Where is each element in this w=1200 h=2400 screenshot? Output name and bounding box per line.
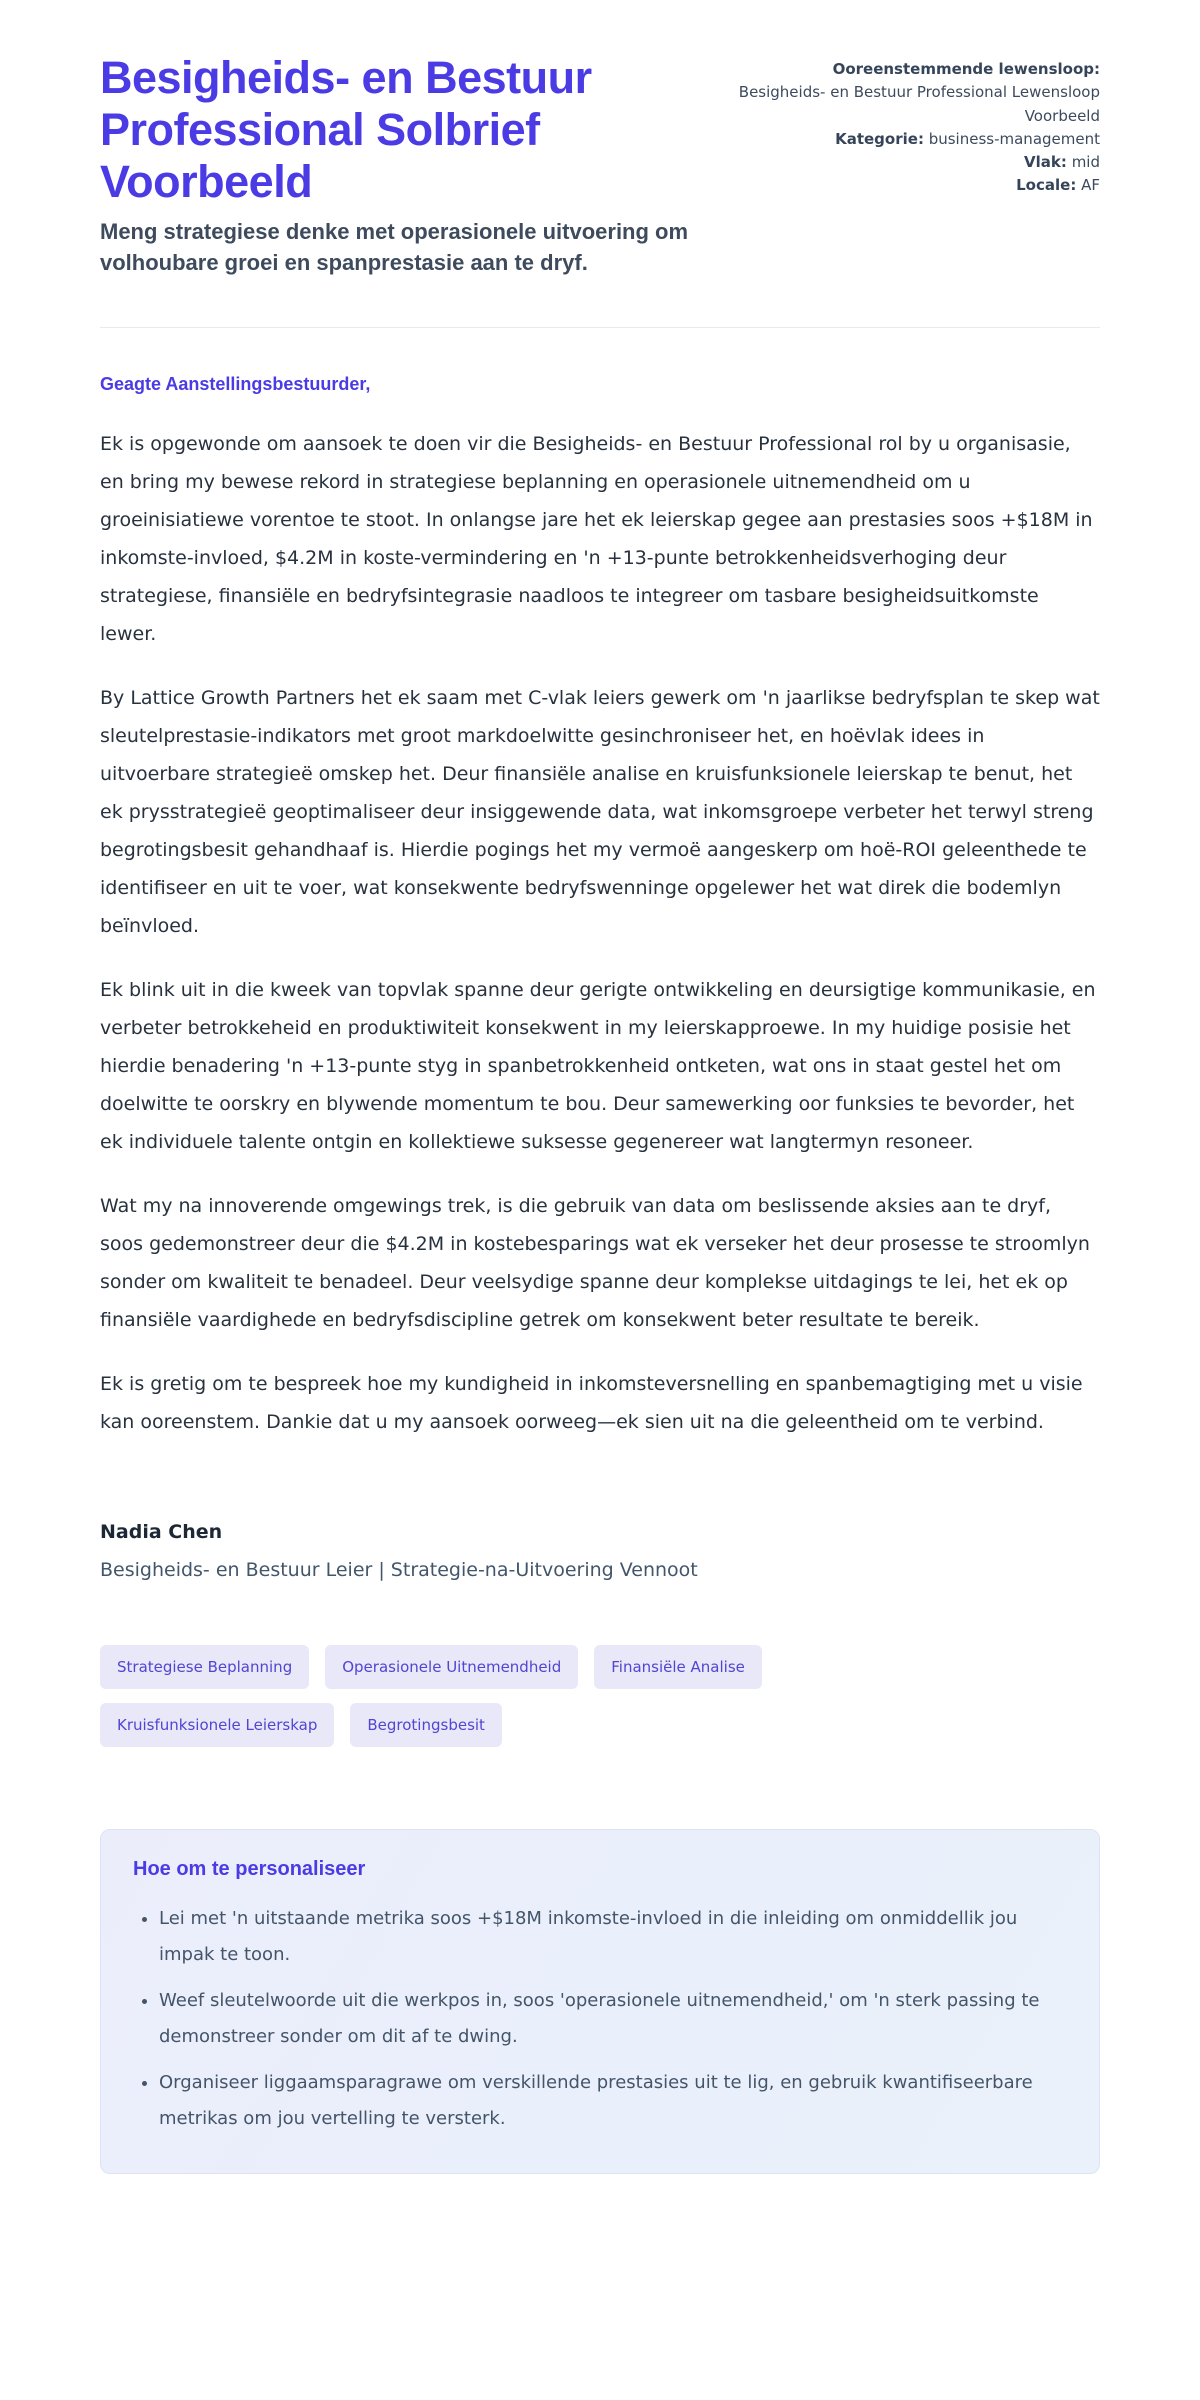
meta-matching-resume-label: Ooreenstemmende lewensloop: <box>832 60 1100 78</box>
page-title: Besigheids- en Bestuur Professional Solbrief Voorbeeld <box>100 52 592 207</box>
meta-locale-value: AF <box>1081 176 1100 195</box>
meta-category <box>688 128 1100 151</box>
meta-level-label: Vlak: <box>1024 153 1067 171</box>
meta-matching-resume <box>688 58 1100 128</box>
tip-item: • Weef sleutelwoorde uit die werkpos in, soos 'operasionele uitnemendheid,' om 'n sterk passing te demonstreer sonder om dit af te dwing. <box>159 1983 1067 2055</box>
skill-tag: Begrotingsbesit <box>350 1703 502 1747</box>
meta-matching-resume-value: Besigheids- en Bestuur Professional Lewensloop Voorbeeld <box>738 83 1100 125</box>
meta-locale <box>688 174 1100 197</box>
page <box>100 0 1100 2244</box>
letter-body <box>100 425 1100 1441</box>
meta-category-label: Kategorie: <box>835 129 924 148</box>
letter-paragraph: Ek is gretig om te bespreek hoe my kundigheid in inkomsteversnelling en spanbemagtiging met u visie kan ooreenstem. Dankie dat u my aansoek oorweeg—ek sien uit na die geleentheid om te verbind. <box>100 1372 1083 1433</box>
signature-name: Nadia Chen <box>100 1520 223 1543</box>
meta-category-value: business-management <box>928 129 1100 148</box>
tip-item: • Organiseer liggaamsparagrawe om verskillende prestasies uit te lig, en gebruik kwantifiseerbare metrikas om jou vertelling te versterk. <box>159 2065 1067 2137</box>
signature-role: Besigheids- en Bestuur Leier | Strategie-na-Uitvoering Vennoot <box>100 1558 698 1581</box>
skill-tag: Operasionele Uitnemendheid <box>325 1645 578 1689</box>
meta-level <box>688 151 1100 174</box>
letter-paragraph: Ek is opgewonde om aansoek te doen vir die Besigheids- en Bestuur Professional rol by u organisasie, en bring my bewese rekord in strategiese beplanning en operasionele uitnemendheid om u groeinisiatiewe vorentoe te stoot. In onlangse jare het ek leierskap gegee aan prestasies soos +$18M in inkomste-invloed, $4.2M in koste-vermindering en 'n +13-punte betrokkenheidsverhoging deur strategiese, finansiële en bedryfsintegrasie naadloos te integreer om tasbare besigheidsuitkomste lewer. <box>100 432 1093 645</box>
resume-meta <box>688 52 1100 198</box>
letter-greeting: Geagte Aanstellingsbestuurder, <box>100 373 371 394</box>
header <box>100 52 1100 279</box>
tips-title: Hoe om te personaliseer <box>133 1857 366 1880</box>
letter-paragraph: Ek blink uit in die kweek van topvlak spanne deur gerigte ontwikkeling en deursigtige kommunikasie, en verbeter betrokkeheid en produktiwiteit konsekwent in my leierskapproewe. In my huidige posisie het hierdie benadering 'n +13-punte styg in spanbetrokkenheid ontketen, wat ons in staat gestel het om doelwitte te oorskry en blywende momentum te bou. Deur samewerking oor funksies te bevorder, het ek individuele talente ontgin en kollektiewe suksesse gegenereer wat langtermyn resoneer. <box>100 978 1096 1153</box>
header-divider <box>100 327 1100 328</box>
meta-level-value: mid <box>1071 153 1100 171</box>
signature-block <box>100 1521 1100 1581</box>
letter-paragraph: By Lattice Growth Partners het ek saam met C-vlak leiers gewerk om 'n jaarlikse bedryfsplan te skep wat sleutelprestasie-indikators met groot markdoelwitte gesinchroniseer het, en hoëvlak idees in uitvoerbare strategieë omskep het. Deur finansiële analise en kruisfunksionele leierskap te benut, het ek prysstrategieë geoptimaliseer deur insiggewende data, wat inkomsgroepe verbeter het terwyl streng begrotingsbesit gehandhaaf is. Hierdie pogings het my vermoë aangeskerp om hoë-ROI geleenthede te identifiseer en uit te voer, wat konsekwente bedryfswenninge opgelewer het wat direk die bodemlyn beïnvloed. <box>100 686 1100 937</box>
page-subtitle: Meng strategiese denke met operasionele uitvoering om volhoubare groei en spanprestasie aan te dryf. <box>100 219 689 276</box>
letter-paragraph: Wat my na innoverende omgewings trek, is die gebruik van data om beslissende aksies aan te dryf, soos gedemonstreer deur die $4.2M in kostebesparings wat ek verseker het deur prosesse te stroomlyn sonder om kwaliteit te benadeel. Deur veelsydige spanne deur komplekse uitdagings te lei, het ek op finansiële vaardighede en bedryfsdiscipline getrek om konsekwent beter resultate te bereik. <box>100 1194 1090 1331</box>
skill-tag: Kruisfunksionele Leierskap <box>100 1703 334 1747</box>
personalization-tips-box <box>100 1829 1100 2174</box>
tip-item: • Lei met 'n uitstaande metrika soos +$18M inkomste-invloed in die inleiding om onmiddellik jou impak te toon. <box>159 1901 1067 1973</box>
skill-tag: Finansiële Analise <box>594 1645 762 1689</box>
meta-locale-label: Locale: <box>1016 176 1077 195</box>
skill-tag: Strategiese Beplanning <box>100 1645 309 1689</box>
skill-tags <box>100 1645 780 1747</box>
header-title-block <box>100 52 688 279</box>
tips-list <box>133 1901 1067 2137</box>
